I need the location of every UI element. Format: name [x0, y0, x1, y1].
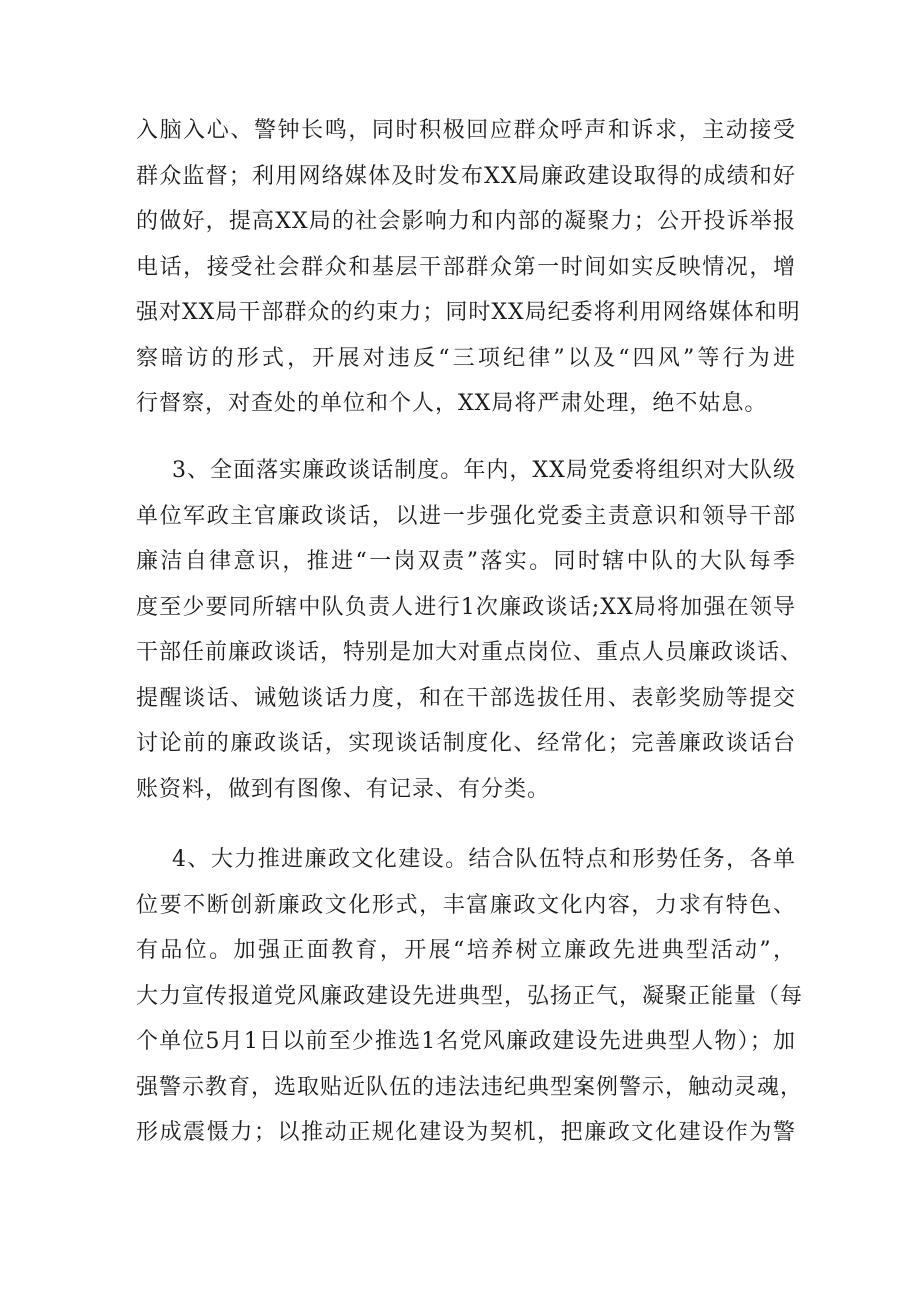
text-line: 个单位5月1日以前至少推选1名党风廉政建设先进典型人物）；加 — [136, 1029, 796, 1054]
text-line: 行督察，对查处的单位和个人，XX局将严肃处理，绝不姑息。 — [136, 391, 768, 416]
paragraph-continued — [136, 108, 801, 427]
text-line: 的做好，提高XX局的社会影响力和内部的凝聚力；公开投诉举报 — [136, 209, 796, 234]
text-line: 账资料，做到有图像、有记录、有分类。 — [136, 776, 551, 802]
text-line: 讨论前的廉政谈话，实现谈话制度化、经常化；完善廉政谈话台 — [136, 731, 796, 756]
text-line: 群众监督；利用网络媒体及时发布XX局廉政建设取得的成绩和好 — [136, 163, 796, 189]
text-line: 察暗访的形式，开展对违反“三项纪律”以及“四风”等行为进 — [136, 345, 796, 371]
text-line: 4、大力推进廉政文化建设。结合队伍特点和形势任务，各单 — [172, 847, 796, 872]
text-line: 入脑入心、警钟长鸣，同时积极回应群众呼声和诉求，主动接受 — [136, 118, 796, 143]
text-line: 廉洁自律意识，推进“一岗双责”落实。同时辖中队的大队每季 — [136, 549, 796, 574]
text-line: 形成震慑力；以推动正规化建设为契机，把廉政文化建设作为警 — [136, 1120, 796, 1145]
text-line: 提醒谈话、诫勉谈话力度，和在干部选拔任用、表彰奖励等提交 — [136, 685, 796, 711]
paragraph-4 — [136, 837, 804, 1156]
text-line: 强对XX局干部群众的约束力；同时XX局纪委将利用网络媒体和明 — [136, 300, 801, 325]
text-line: 单位军政主官廉政谈话，以进一步强化党委主责意识和领导干部 — [136, 503, 796, 529]
text-line: 3、全面落实廉政谈话制度。年内，XX局党委将组织对大队级 — [172, 458, 796, 483]
text-line: 度至少要同所辖中队负责人进行1次廉政谈话;XX局将加强在领导 — [136, 594, 796, 620]
text-line: 有品位。加强正面教育，开展“培养树立廉政先进典型活动”， — [136, 938, 796, 963]
paragraph-3 — [136, 448, 804, 812]
text-line: 干部任前廉政谈话，特别是加大对重点岗位、重点人员廉政谈话、 — [136, 640, 804, 665]
text-line: 位要不断创新廉政文化形式，丰富廉政文化内容，力求有特色、 — [136, 892, 796, 918]
text-line: 大力宣传报道党风廉政建设先进典型，弘扬正气，凝聚正能量（每 — [136, 983, 804, 1009]
text-line: 电话，接受社会群众和基层干部群众第一时间如实反映情况，增 — [136, 254, 796, 280]
text-line: 强警示教育，选取贴近队伍的违法违纪典型案例警示，触动灵魂， — [136, 1074, 804, 1100]
